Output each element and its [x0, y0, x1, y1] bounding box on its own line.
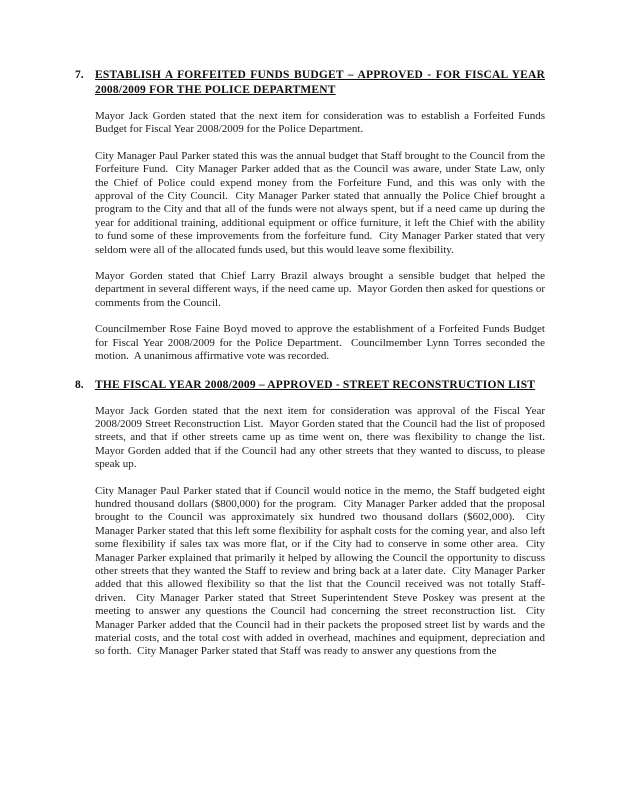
section-header — [75, 378, 545, 393]
minutes-section — [75, 68, 548, 364]
paragraph: City Manager Paul Parker stated this was the annual budget that Staff brought to the Council from the Forfeiture Fund. City Manager Parker added that as the Council was aware, under State Law, only the Chief of Police could expend money from the Forfeiture Fund, and this was only with the approval of the City Council. City Manager Parker stated that annually the Police Chief brought a program to the City and that all of the funds were not always spent, but if a need came up during the year for additional training, additional equipment or office furniture, it left the Chief with the ability to fund some of these improvements from the forfeiture fund. City Manager Parker stated that very seldom were all of the allocated funds used, but this would leave some flexibility. — [95, 149, 548, 256]
paragraph: Mayor Gorden stated that Chief Larry Brazil always brought a sensible budget that helped the department in several different ways, if the need came up. Mayor Gorden then asked for questions or comments from the Council. — [95, 270, 548, 309]
paragraph: Councilmember Rose Faine Boyd moved to approve the establishment of a Forfeited Funds Budget for Fiscal Year 2008/2009 for the Police Department. Councilmember Lynn Torres seconded the motion. A unanimous affirmative vote was recorded. — [95, 323, 548, 363]
section-number: 8. — [75, 378, 84, 391]
section-paragraphs — [95, 110, 548, 364]
minutes-content — [75, 68, 551, 659]
paragraph: Mayor Jack Gorden stated that the next item for consideration was to establish a Forfeited Funds Budget for Fiscal Year 2008/2009 for the Police Department. — [95, 110, 548, 136]
section-number: 7. — [75, 69, 84, 81]
paragraph: City Manager Paul Parker stated that if Council would notice in the memo, the Staff budgeted eight hundred thousand dollars ($800,000) for the program. City Manager Parker added that the proposal brought to the Council was approximately six hundred two thousand dollars ($602,000). City Manager Parker stated that this left some flexibility for asphalt costs for the coming year, and also left some flexibility if sales tax was more flat, or if the City had to conserve in some other area. City Manager Parker explained that primarily it helped by allowing the Council the opportunity to discuss other streets that they wanted the Staff to review and bring back at a later date. City Manager Parker added that this allowed flexibility so that the list that the Council received was not totally Staff-driven. City Manager Parker stated that Street Superintendent Steve Poskey was present at the meeting to answer any questions the Council had concerning the street reconstruction list. City Manager Parker added that the Council had in their packets the proposed street list by wards and the material costs, and the total cost with added in overhead, machines and equipment, depreciation and so forth. City Manager Parker stated that Staff was ready to answer any questions from the — [95, 484, 548, 658]
section-heading: ESTABLISH A FORFEITED FUNDS BUDGET – APPROVED - FOR FISCAL YEAR 2008/2009 FOR THE POLICE DEPARTMENT — [95, 69, 545, 96]
section-header — [75, 68, 545, 98]
paragraph: Mayor Jack Gorden stated that the next item for consideration was approval of the Fiscal Year 2008/2009 Street Reconstruction List. Mayor Gorden stated that the Council had the list of proposed streets, and that if other streets came up as time went on, there was flexibility to change the list. Mayor Gorden added that if the Council had any other streets that they wanted to discuss, to please speak up. — [95, 404, 551, 471]
section-paragraphs — [95, 404, 551, 659]
section-heading: THE FISCAL YEAR 2008/2009 – APPROVED - STREET RECONSTRUCTION LIST — [95, 378, 536, 391]
minutes-section — [75, 378, 551, 659]
